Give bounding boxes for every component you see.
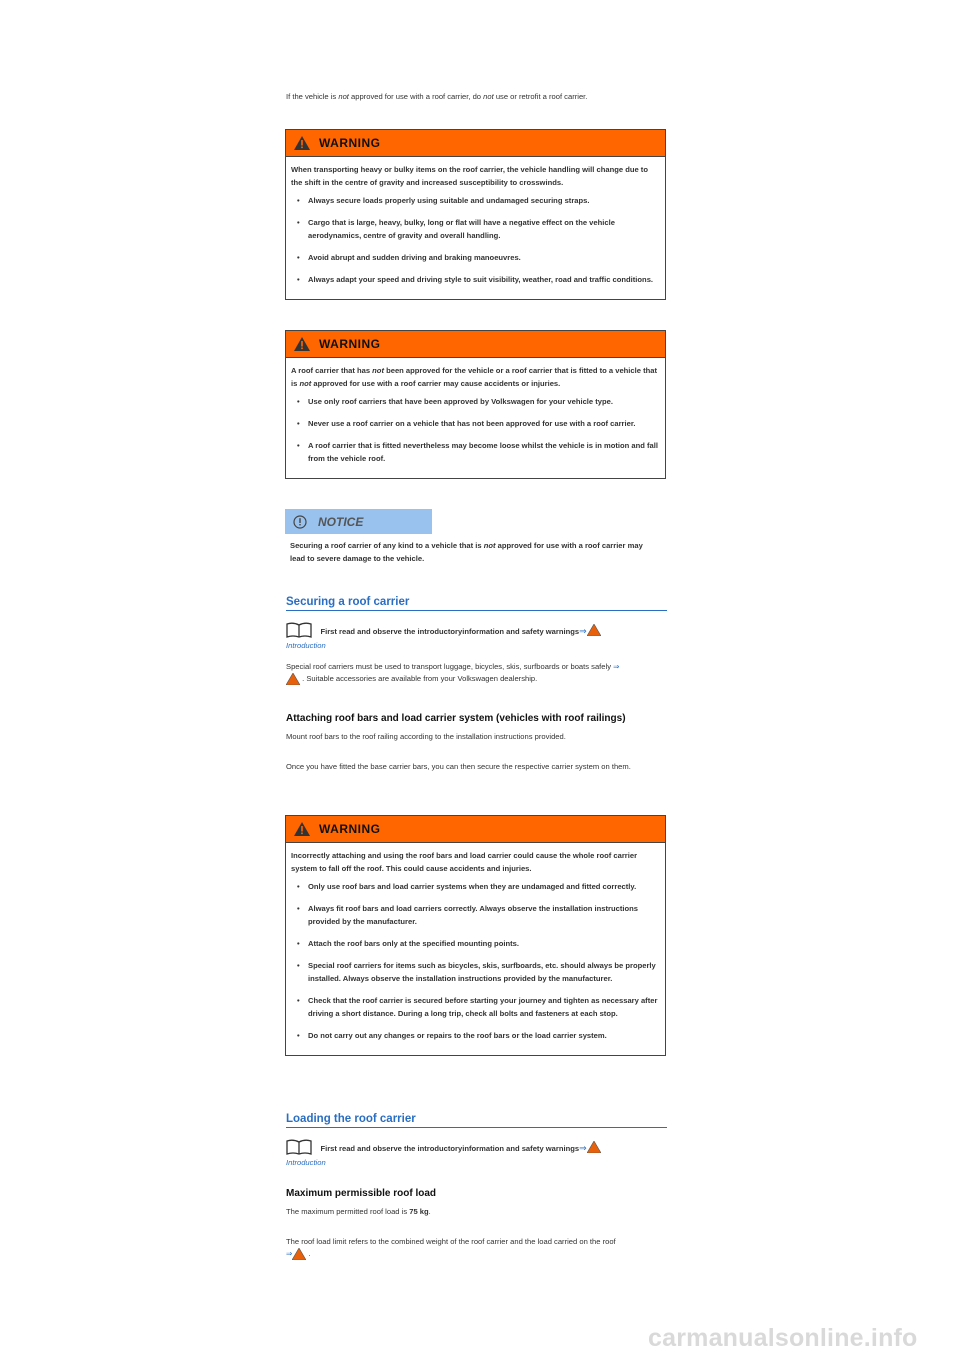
warning-title: WARNING <box>319 337 381 351</box>
book-icon <box>286 622 312 638</box>
read-note: First read and observe the introductoryinformation and safety warnings⇒ <box>286 621 667 639</box>
notice-header <box>285 509 432 534</box>
warning-box-2 <box>285 330 666 479</box>
roof-load-value: 75 kg <box>409 1207 429 1216</box>
warning-item: • Cargo that is large, heavy, bulky, long or flat will have a negative effect on the vehicle aerodynamics, centre of gravity and overall handling. <box>291 216 660 242</box>
read-note: First read and observe the introductoryinformation and safety warnings⇒ <box>286 1138 667 1156</box>
warning-item: • Use only roof carriers that have been approved by Volkswagen for your vehicle type. <box>291 395 660 408</box>
subheading-attaching: Attaching roof bars and load carrier system (vehicles with roof railings) <box>286 713 626 724</box>
warning-item: • Always adapt your speed and driving style to suit visibility, weather, road and traffic conditions. <box>291 273 660 286</box>
warning-item: • Attach the roof bars only at the specified mounting points. <box>291 937 660 950</box>
warning-box-3 <box>285 815 666 1056</box>
warning-item: • Only use roof bars and load carrier systems when they are undamaged and fitted correctly. <box>291 880 660 893</box>
warning-item: • Never use a roof carrier on a vehicle that has not been approved for use with a roof carrier. <box>291 417 660 430</box>
warning-lead: A roof carrier that has not been approved for the vehicle or a roof carrier that is fitted to a vehicle that is not approved for use with a roof carrier may cause accidents or injuries. <box>291 366 658 388</box>
warning-triangle-icon <box>294 822 310 836</box>
notice-title: NOTICE <box>318 514 364 529</box>
section1-paragraph: Special roof carriers must be used to transport luggage, bicycles, skis, surfboards or boats safely ⇒ . Suitable accessories are available from your Volkswagen dealership. <box>286 662 620 683</box>
warning-triangle-icon <box>286 673 300 685</box>
warning-triangle-icon <box>587 624 601 636</box>
warning-item: • A roof carrier that is fitted nevertheless may become loose whilst the vehicle is in motion and fall from the vehicle roof. <box>291 439 660 465</box>
warning-triangle-icon <box>292 1248 306 1260</box>
section1-paragraph-2: Mount roof bars to the roof railing according to the installation instructions provided. <box>286 732 566 741</box>
introduction-link[interactable]: Introduction <box>286 641 326 650</box>
watermark: carmanualsonline.info <box>648 1324 918 1352</box>
section-title-securing: Securing a roof carrier <box>286 596 667 611</box>
warning-item: • Always secure loads properly using suitable and undamaged securing straps. <box>291 194 660 207</box>
warning-lead: When transporting heavy or bulky items on the roof carrier, the vehicle handling will change due to the shift in the centre of gravity and increased susceptibility to crosswinds. <box>291 165 648 187</box>
warning-item: • Avoid abrupt and sudden driving and braking manoeuvres. <box>291 251 660 264</box>
warning-item: • Check that the roof carrier is secured before starting your journey and tighten as necessary after driving a short distance. During a long trip, check all bolts and fasteners at each stop. <box>291 994 660 1020</box>
exclamation-circle-icon <box>293 515 307 529</box>
warning-item: • Always fit roof bars and load carriers correctly. Always observe the installation instructions provided by the manufacturer. <box>291 902 660 928</box>
section1-paragraph-3: Once you have fitted the base carrier bars, you can then secure the respective carrier system on them. <box>286 762 631 771</box>
warning-triangle-icon <box>587 1141 601 1153</box>
subheading-max-roof-load: Maximum permissible roof load <box>286 1188 437 1199</box>
warning-triangle-icon <box>294 136 310 150</box>
warning-box-1 <box>285 129 666 300</box>
roof-load-text: The maximum permitted roof load is 75 kg. <box>286 1207 431 1216</box>
warning-lead: Incorrectly attaching and using the roof bars and load carrier could cause the whole roof carrier system to fall off the roof. This could cause accidents and injuries. <box>291 851 638 873</box>
warning-item: • Special roof carriers for items such as bicycles, skis, surfboards, etc. should always be properly installed. Always observe the installation instructions provided by the manufacturer. <box>291 959 660 985</box>
warning-item: • Do not carry out any changes or repairs to the roof bars or the load carrier system. <box>291 1029 660 1042</box>
warning-title: WARNING <box>319 136 381 150</box>
intro-text: If the vehicle is not approved for use with a roof carrier, do not use or retrofit a roof carrier. <box>286 92 588 101</box>
introduction-link[interactable]: Introduction <box>286 1158 326 1167</box>
section-title-loading: Loading the roof carrier <box>286 1113 667 1128</box>
book-icon <box>286 1139 312 1155</box>
warning-title: WARNING <box>319 822 381 836</box>
notice-text: Securing a roof carrier of any kind to a vehicle that is not approved for use with a roof carrier may lead to severe damage to the vehicle. <box>290 541 643 563</box>
warning-triangle-icon <box>294 337 310 351</box>
roof-load-limit-text: The roof load limit refers to the combined weight of the roof carrier and the load carried on the roof ⇒ . <box>286 1237 616 1258</box>
